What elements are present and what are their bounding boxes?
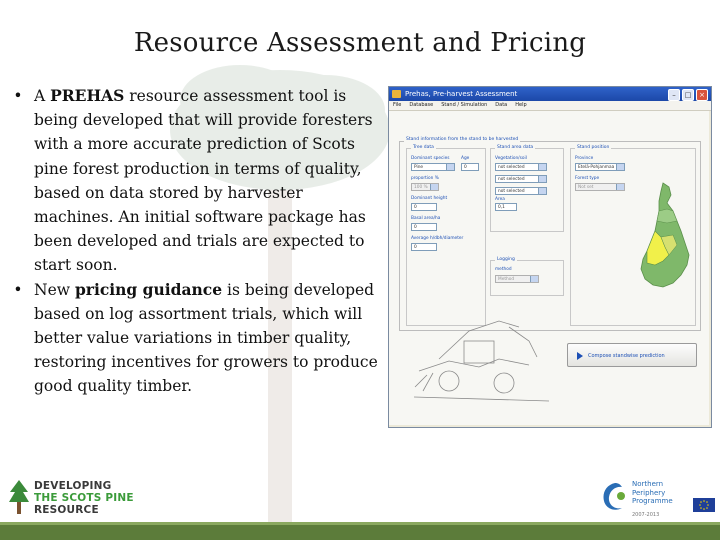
dominant-species-select[interactable]: Pine	[411, 163, 455, 171]
stand-select-3[interactable]: not selected	[495, 187, 547, 195]
pine-tree-icon	[8, 478, 30, 514]
logo-line-3: RESOURCE	[34, 504, 99, 516]
window-titlebar	[389, 87, 711, 101]
area-input[interactable]: 0,1	[495, 203, 517, 211]
menu-bar	[389, 101, 711, 111]
menu-database[interactable]: Database	[409, 102, 434, 108]
menu-data[interactable]: Data	[495, 102, 508, 108]
bullet-marker: •	[13, 87, 23, 105]
bullet-prehas	[8, 84, 380, 278]
tree-data-caption: Tree data	[413, 145, 434, 150]
window-title: Prehas, Pre-harvest Assessment	[405, 90, 518, 98]
npp-line-1: Northern	[632, 480, 664, 488]
npp-line-3: Programme	[632, 497, 673, 505]
bullet-pricing	[8, 278, 380, 399]
harvester-sketch	[409, 301, 559, 411]
bullet-marker: •	[13, 280, 23, 299]
avg-dbh-label: Average h/dbh/diameter	[411, 236, 464, 241]
bullet-bold-term: PREHAS	[50, 86, 125, 105]
bullet-text-post: resource assessment tool is being developed that will provide foresters with a more accurate prediction of Scots pine forest production in terms of quality, based on data stored by harvester machines. An initial software package has been developed and trials are expected to start soon.	[34, 87, 373, 275]
scots-pine-logo	[8, 478, 158, 518]
logging-group	[490, 257, 564, 296]
npp-logo-text	[632, 480, 673, 506]
finland-map[interactable]	[633, 181, 693, 291]
proportion-select[interactable]: 100 %	[411, 183, 439, 191]
vegetation-label: Vegetation/soil	[495, 156, 527, 161]
forest-type-label: Forest type	[575, 176, 600, 181]
eu-flag-icon	[693, 498, 715, 512]
bullet-text-post: is being developed based on log assortment trials, which will better value variations in timber quality, restoring incentives for growers to produce good quality timber.	[34, 280, 378, 396]
close-icon[interactable]: ×	[696, 89, 708, 101]
prehas-window	[388, 86, 712, 428]
bullet-text-pre: A	[34, 87, 51, 105]
vegetation-select[interactable]: not selected	[495, 163, 547, 171]
menu-help[interactable]: Help	[515, 102, 527, 108]
age-input[interactable]: 0	[461, 163, 479, 171]
compose-prediction-label: Compose standwise prediction	[588, 353, 665, 359]
basal-area-label: Basal area/ha	[411, 216, 441, 221]
dominant-height-label: Dominant height	[411, 196, 448, 201]
slide-title: Resource Assessment and Pricing	[133, 28, 587, 58]
menu-file[interactable]: File	[393, 102, 402, 108]
age-label: Age	[461, 156, 470, 161]
avg-dbh-input[interactable]: 0	[411, 243, 437, 251]
logo-line-1: DEVELOPING	[34, 480, 112, 492]
area-label: Area	[495, 197, 505, 202]
method-label: method	[495, 267, 512, 272]
menu-stand-simulation[interactable]: Stand / Simulation	[441, 102, 488, 108]
bullet-bold-term: pricing guidance	[74, 279, 223, 299]
stand-select-2[interactable]: not selected	[495, 175, 547, 183]
app-icon	[392, 90, 401, 98]
dominant-height-input[interactable]: 0	[411, 203, 437, 211]
play-icon	[577, 352, 583, 360]
compose-prediction-button[interactable]	[567, 343, 697, 367]
stand-area-group	[490, 145, 564, 232]
npp-logo	[600, 478, 715, 520]
footer-accent-line	[0, 522, 720, 525]
scots-pine-logo-text	[34, 480, 134, 516]
npp-line-2: Periphery	[632, 488, 666, 497]
stand-info-caption: Stand information from the stand to be harvested	[406, 137, 519, 142]
window-body	[389, 111, 709, 425]
bullet-list	[8, 84, 380, 399]
stand-position-caption: Stand position	[577, 145, 610, 150]
bullet-text-pre: New	[34, 280, 75, 299]
province-label: Province	[575, 156, 594, 161]
npp-swirl-icon	[600, 480, 630, 514]
npp-years: 2007-2013	[632, 512, 660, 518]
province-select[interactable]: Etelä-Pohjanmaa	[575, 163, 625, 171]
proportion-label: proportion %	[411, 176, 439, 181]
stand-area-caption: Stand area data	[497, 145, 534, 150]
footer-bar	[0, 522, 720, 540]
window-controls	[668, 89, 708, 101]
dominant-species-label: Dominant species	[411, 156, 450, 161]
logo-line-2: THE SCOTS PINE	[34, 492, 134, 504]
method-select[interactable]: Method	[495, 275, 539, 283]
basal-area-input[interactable]: 0	[411, 223, 437, 231]
maximize-icon[interactable]: □	[682, 89, 694, 101]
logging-caption: Logging	[497, 257, 515, 262]
minimize-icon[interactable]: –	[668, 89, 680, 101]
tree-data-group	[406, 145, 486, 326]
forest-type-select[interactable]: Not set	[575, 183, 625, 191]
